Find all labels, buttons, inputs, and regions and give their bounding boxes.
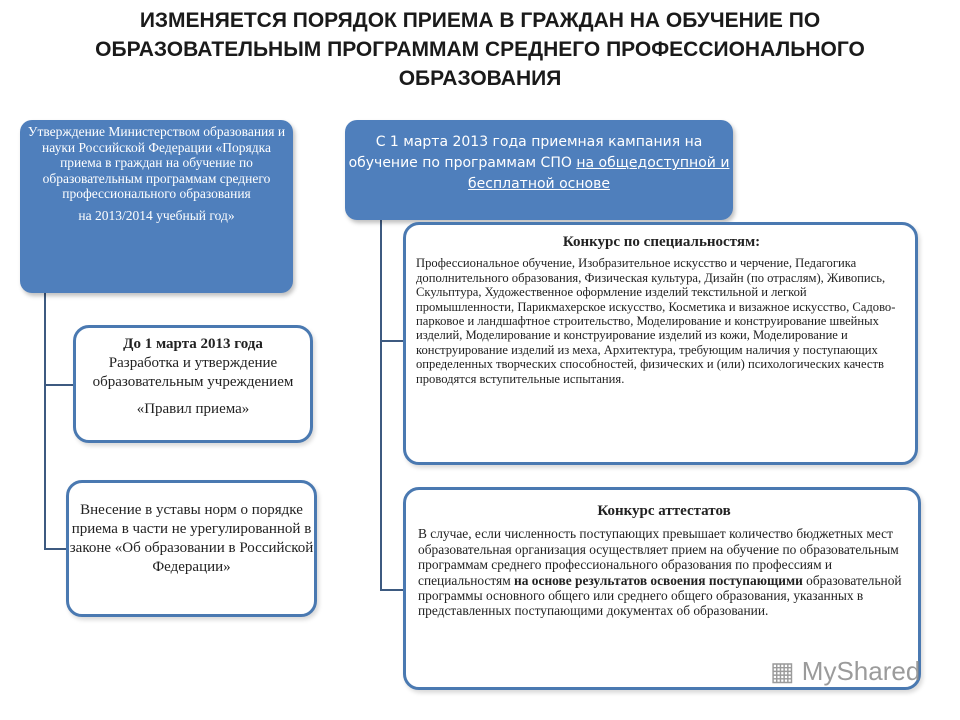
before-march-text: Разработка и утверждение образовательным учреждением: [92, 355, 294, 390]
admission-rules-text: «Правил приема»: [136, 401, 250, 417]
campaign-text: С 1 марта 2013 года приемная кампания на обучение по программам СПО: [348, 134, 703, 171]
ministry-approval-box: [20, 120, 293, 293]
academic-year-text: на 2013/2014 учебный год»: [78, 207, 235, 223]
ministry-approval-text: Утверждение Министерством образования и науки Российской Федерации «Порядка приема в граждан на обучение по образовательным программам среднего профессионального образования: [27, 124, 286, 202]
watermark-logo: [770, 656, 920, 687]
campaign-underlined-text: на общедоступной и бесплатной основе: [468, 155, 730, 192]
specialty-competition-text: Профессиональное обучение, Изобразительное искусство и черчение, Педагогика дополнительного образования, Физическая культура, Дизайн (по отраслям), Живопись, Скульптура, Художественное оформление изделий текстильной и легкой промышленности, Парикмахерское искусство, Косметика и визажное искусство, Садово-парковое и ландшафтное строительство, Моделирование и конструирование швейных изделий, Моделирование и конструирование изделий из кожи, Моделирование и конструирование изделий из меха, Архитектура, требующим наличия у поступающих определенных творческих способностей, физических и (или) психологических качеств проводятся вступительные испытания.: [416, 256, 896, 386]
charter-amendment-box: [66, 480, 317, 617]
slide-title: ИЗМЕНЯЕТСЯ ПОРЯДОК ПРИЕМА В ГРАЖДАН НА ОБУЧЕНИЕ ПО ОБРАЗОВАТЕЛЬНЫМ ПРОГРАММАМ СРЕДНЕГО ПРОФЕССИОНАЛЬНОГО ОБРАЗОВАНИЯ: [95, 9, 865, 90]
connector-line: [380, 340, 404, 342]
specialty-competition-heading: Конкурс по специальностям:: [562, 234, 761, 250]
certificate-competition-heading: Конкурс аттестатов: [597, 503, 731, 519]
before-march-box: [73, 325, 313, 443]
specialty-competition-box: [403, 222, 918, 465]
watermark-text: MyShared: [801, 656, 921, 686]
charter-amendment-text: Внесение в уставы норм о порядке приема в части не урегулированной в законе «Об образовании в Российской Федерации»: [69, 502, 314, 575]
connector-line: [44, 548, 67, 550]
certificate-text-2: образовательной программы основного общего или среднего общего образования, указанных в представленных поступающими документах об образовании.: [418, 572, 902, 619]
admission-campaign-box: [345, 120, 733, 220]
connector-line: [44, 384, 74, 386]
presentation-icon: ▦: [770, 656, 802, 686]
before-march-heading: До 1 марта 2013 года: [123, 336, 263, 352]
connector-line: [380, 589, 404, 591]
certificate-text-1: В случае, если численность поступающих превышает количество бюджетных мест образовательная организация осуществляет прием на обучение по образовательным программам среднего профессионального образования по профессиям и специальностям: [418, 526, 899, 588]
connector-line: [44, 293, 46, 549]
connector-line: [380, 220, 382, 591]
certificate-bold-text: на основе результатов освоения поступающими: [514, 572, 803, 588]
